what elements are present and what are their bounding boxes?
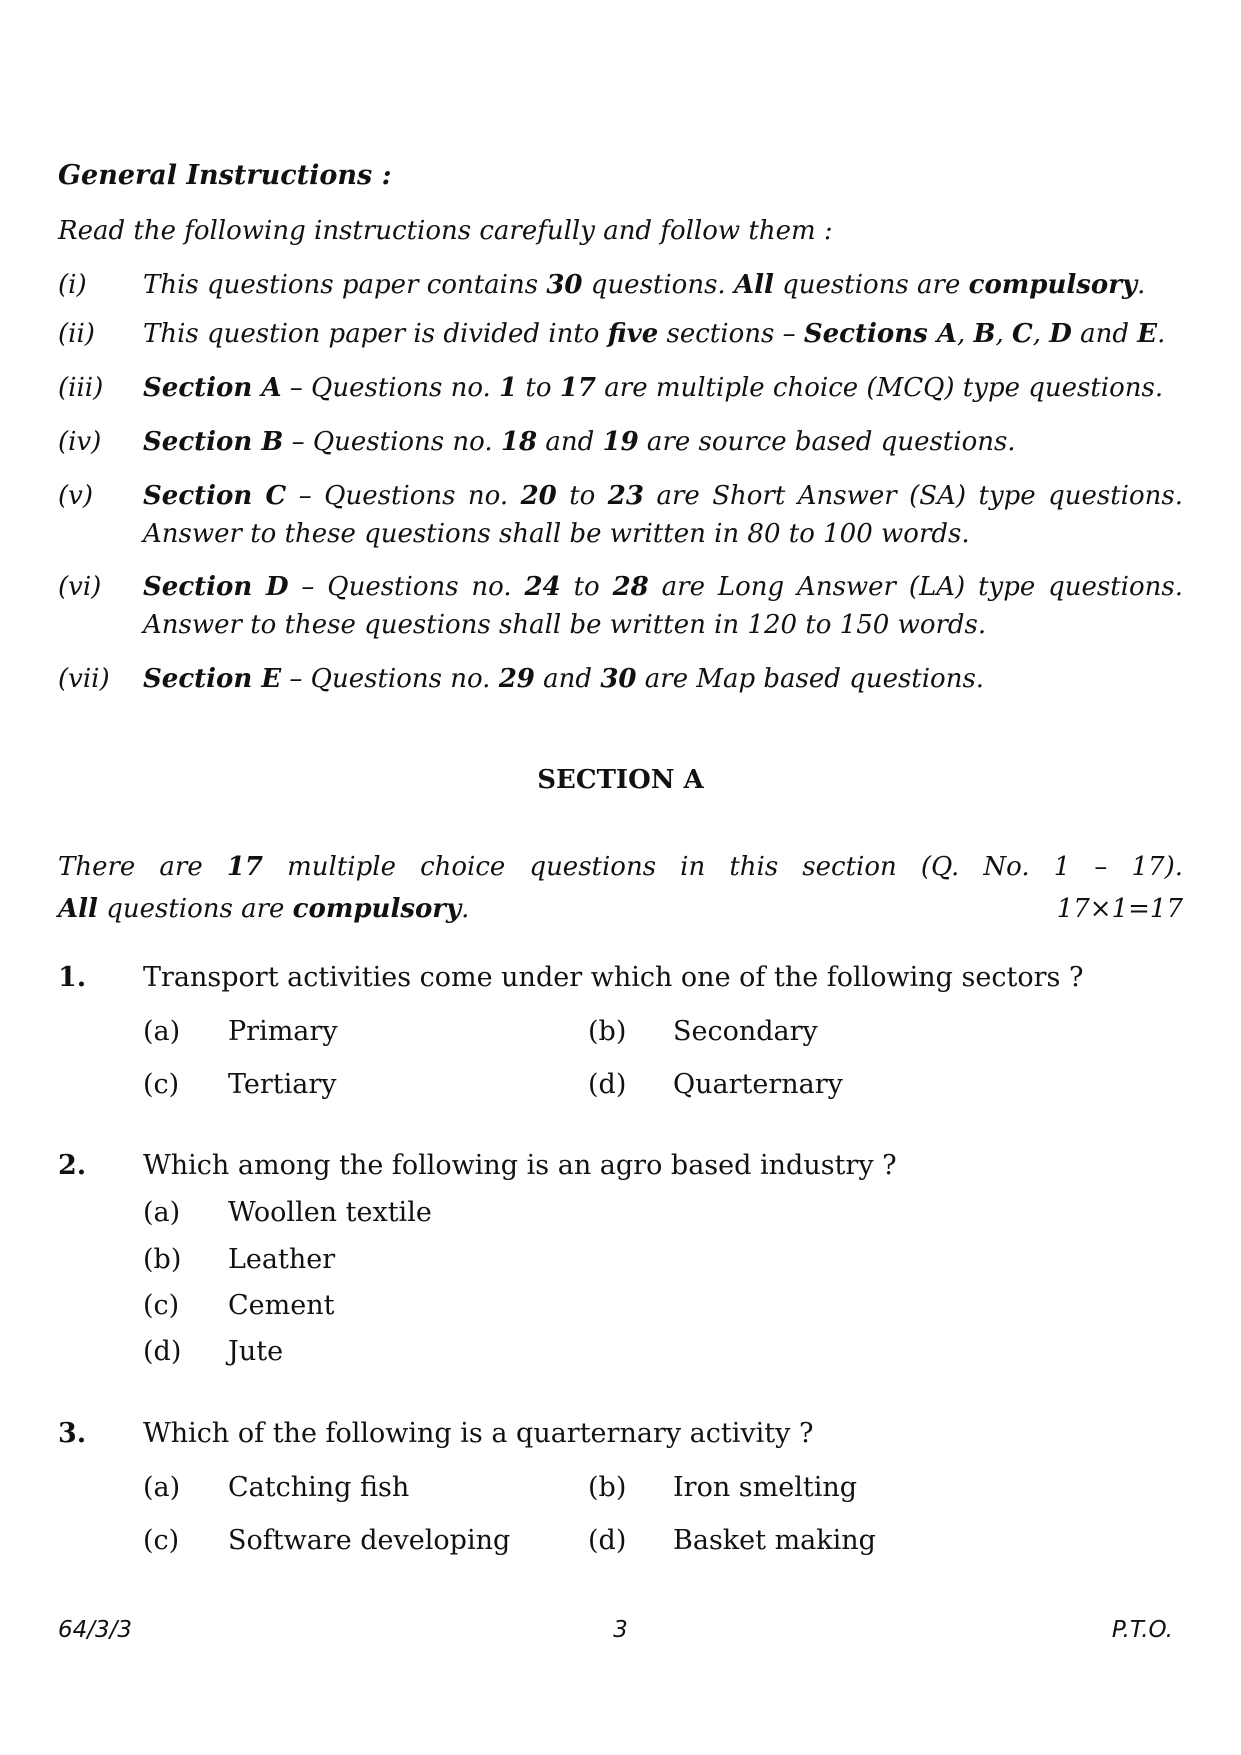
pto-label: P.T.O. [1111,1617,1173,1643]
bold-text-run: Section E [143,664,282,694]
bold-text-run: 23 [607,481,644,511]
question-number: 3. [58,1418,87,1449]
instruction-text [143,660,1183,698]
text-run: . [1137,270,1146,300]
bold-text-run: B [973,319,996,349]
instruction-number: (iv) [58,427,102,457]
bold-text-run: 17 [226,852,264,882]
bold-text-run: compulsory [292,894,462,924]
text-run: . [1157,319,1166,349]
bold-text-run: Section D [143,572,289,602]
question-text: Which among the following is an agro based industry ? [143,1150,897,1181]
option-label: (b) [588,1016,627,1047]
text-run: questions are [773,270,969,300]
bold-text-run: 17 [559,373,596,403]
question-number: 2. [58,1150,87,1181]
option-label: (b) [143,1244,182,1275]
text-run: questions. [582,270,734,300]
section-intro-line2 [58,888,1183,930]
option-text: Cement [228,1290,335,1321]
text-run: – Questions no. [288,572,525,602]
text-run: . [461,894,470,924]
text-run: and [537,427,603,457]
option-label: (a) [143,1197,181,1228]
instruction-number: (vii) [58,664,110,694]
option-text: Catching fish [228,1472,410,1503]
option-label: (a) [143,1016,181,1047]
text-run: are Long Answer (LA) type questions. [648,572,1184,602]
instruction-text [143,315,1183,353]
option-text: Jute [228,1336,284,1367]
bold-text-run: 28 [612,572,649,602]
instruction-number: (iii) [58,373,104,403]
text-run: , [995,319,1013,349]
instruction-text [143,423,1183,461]
instruction-text [143,477,1183,515]
option-text: Software developing [228,1525,511,1556]
option-label: (d) [588,1069,627,1100]
bold-text-run: D [1049,319,1072,349]
option-text: Leather [228,1244,336,1275]
question-number: 1. [58,962,87,993]
instruction-number: (ii) [58,319,95,349]
text-run: to [556,481,608,511]
text-run: to [517,373,560,403]
bold-text-run: E [1137,319,1158,349]
bold-text-run: Sections A [803,319,957,349]
option-label: (d) [143,1336,182,1367]
option-label: (d) [588,1525,627,1556]
bold-text-run: C [1012,319,1033,349]
option-label: (c) [143,1069,180,1100]
option-text: Quarternary [673,1069,843,1100]
text-run: This question paper is divided into [143,319,608,349]
instruction-number: (i) [58,270,87,300]
bold-text-run: 30 [546,270,583,300]
option-text: Primary [228,1016,338,1047]
text-run: are Short Answer (SA) type questions. [643,481,1184,511]
text-run: and [534,664,601,694]
section-intro-line1 [58,846,1183,888]
text-run: , [957,319,974,349]
bold-text-run: All [733,270,774,300]
instruction-text-line2: Answer to these questions shall be written in 80 to 100 words. [143,519,970,549]
general-instructions-heading: General Instructions : [58,160,392,191]
section-title: SECTION A [537,765,704,795]
text-run: – Questions no. [283,427,501,457]
text-run: and [1071,319,1138,349]
text-run: – Questions no. [281,664,499,694]
option-text: Secondary [673,1016,818,1047]
bold-text-run: five [607,319,659,349]
text-run: sections – [658,319,804,349]
instruction-number: (v) [58,481,93,511]
text-run: – Questions no. [281,373,500,403]
option-label: (c) [143,1525,180,1556]
bold-text-run: Section A [143,373,282,403]
option-text: Iron smelting [673,1472,858,1503]
paper-code: 64/3/3 [58,1617,133,1643]
bold-text-run: 20 [520,481,557,511]
text-run: are source based questions. [638,427,1016,457]
bold-text-run: All [58,894,98,924]
text-run: are multiple choice (MCQ) type questions. [596,373,1164,403]
bold-text-run: 18 [500,427,538,457]
option-text: Woollen textile [228,1197,432,1228]
question-text: Transport activities come under which one of the following sectors ? [143,962,1084,993]
option-label: (a) [143,1472,181,1503]
option-text: Basket making [673,1525,876,1556]
bold-text-run: 19 [602,427,639,457]
question-text: Which of the following is a quarternary activity ? [143,1418,814,1449]
bold-text-run: 30 [600,664,637,694]
text-run: – Questions no. [286,481,521,511]
text-run: questions are [97,894,293,924]
option-text: Tertiary [228,1069,337,1100]
bold-text-run: 1 [499,373,518,403]
bold-text-run: compulsory [968,270,1138,300]
bold-text-run: 29 [498,664,535,694]
instruction-text [143,369,1183,407]
section-marks: 17×1=17 [1056,894,1183,924]
option-label: (c) [143,1290,180,1321]
bold-text-run: Section B [143,427,284,457]
text-run: This questions paper contains [143,270,547,300]
text-run: to [560,572,613,602]
instruction-text [143,568,1183,606]
text-run: , [1032,319,1050,349]
instruction-text [143,266,1183,304]
text-run: are Map based questions. [636,664,985,694]
instructions-intro: Read the following instructions carefully and follow them : [58,216,833,246]
bold-text-run: 24 [524,572,561,602]
option-label: (b) [588,1472,627,1503]
section-intro-text: There are 17 multiple choice questions in this section (Q. No. 1 – 17). [58,852,1183,882]
instruction-number: (vi) [58,572,102,602]
exam-page [58,0,1183,1755]
bold-text-run: Section C [143,481,287,511]
page-number: 3 [613,1617,628,1643]
section-intro [58,846,1183,930]
instruction-text-line2: Answer to these questions shall be written in 120 to 150 words. [143,610,987,640]
